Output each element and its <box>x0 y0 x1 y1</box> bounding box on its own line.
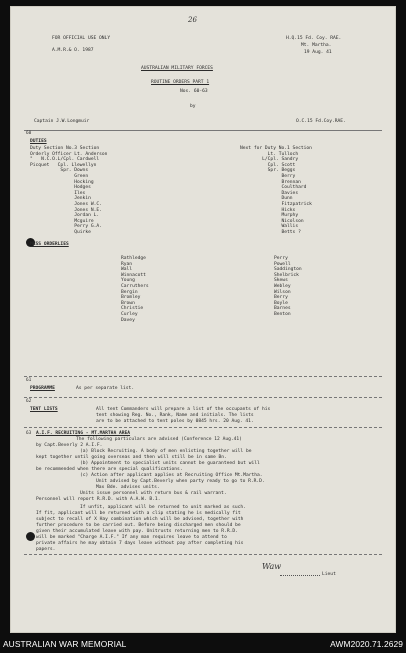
order-number-62: 62 <box>26 399 32 404</box>
archive-footer <box>0 635 406 653</box>
orderly-name: Ryan <box>121 261 133 267</box>
recruiting-heading: A.I.F. RECRUITING - MT.MARTHA AREA <box>36 431 131 436</box>
mess-left-list <box>121 256 149 323</box>
signature: Waw <box>262 562 282 571</box>
divider <box>24 376 382 377</box>
orderly-name: Berry <box>274 295 288 301</box>
duty-entry: Hodges <box>30 185 91 191</box>
orderly-name: Perry <box>274 256 288 261</box>
duty-entry: Quirke <box>30 229 91 235</box>
duties-left-list <box>30 146 107 236</box>
recruiting-line: Max Bde. advises units. <box>96 485 160 490</box>
duty-entry: Cpl. Scott <box>240 162 296 168</box>
by-label: by <box>190 104 196 109</box>
recruiting-line: (c) Action after applicant applies at Recruiting Office Mt.Martha. <box>80 473 263 478</box>
orderly-name: Wall <box>121 267 133 273</box>
orderly-name: Davey <box>121 317 135 323</box>
recruiting-line: private affairs he may obtain 7 days leave without pay after completing his <box>36 541 244 546</box>
recruiting-line: (b) Appointment to specialist units cannot be guaranteed but will <box>80 461 260 466</box>
orderly-name: Skews <box>274 278 288 284</box>
recruiting-line: The following particulars are advised (Conference 12 Aug.41) <box>76 437 242 442</box>
duty-entry: Spr. Downs <box>30 168 89 174</box>
punch-hole-bottom <box>26 532 35 541</box>
recruiting-line: further procedure to be carried out. Before being discharged men should be <box>36 523 241 528</box>
duty-entry: Mcguire <box>30 218 94 224</box>
tent-lists-line: All tent Commanders will prepare a list of the occupants of his <box>96 407 271 412</box>
duty-entry: Jenkin <box>30 196 91 202</box>
duty-entry: Orderly Officer Lt. Anderson <box>30 151 108 157</box>
orderly-name: Powell <box>274 261 291 267</box>
security-marking: FOR OFFICIAL USE ONLY <box>52 36 111 41</box>
duty-entry: Fitzpatrick <box>240 201 312 207</box>
orderly-name: Shelbrick <box>274 272 299 278</box>
recruiting-line: given their accumulated leave with pay. Unitrusts returning men to R.R.D. <box>36 529 238 534</box>
duties-right-list <box>240 146 312 236</box>
orderly-name: Bromley <box>121 295 141 301</box>
tent-lists-heading: TENT LISTS <box>30 407 58 412</box>
orderly-name: Brown <box>121 300 135 306</box>
orderly-name: Wilson <box>274 289 291 295</box>
programme-heading: PROGRAMME <box>30 386 55 391</box>
duty-entry: Jones N.E. <box>30 207 102 213</box>
recruiting-line: by Capt.Beverly 2 A.I.F. <box>36 443 103 448</box>
duty-entry: Duty Section No.3 Section <box>30 146 100 151</box>
duty-entry: Hicks <box>240 207 296 213</box>
duty-entry: Spr. Beggs <box>240 168 296 174</box>
orderly-name: Carruthers <box>121 283 149 289</box>
tent-lists-line: are to be attached to tent poles by 0845 hrs. 20 Aug. 41. <box>96 419 254 424</box>
duty-entry: Perry G.A. <box>30 224 102 230</box>
duty-entry: Picquet Cpl. Llewellyn <box>30 162 97 168</box>
orders-title: ROUTINE ORDERS PART 1 <box>151 80 210 85</box>
order-number-61: 61 <box>26 378 32 383</box>
orderly-name: Rathledge <box>121 256 146 261</box>
duty-entry: Berry <box>240 173 296 179</box>
recruiting-line: Personnel will report R.R.D. with A.A.W. B.1. <box>36 497 161 502</box>
orderly-name: Benton <box>274 311 291 317</box>
recruiting-line: subject to recall of X Hay combination which will be advised, together with <box>36 517 244 522</box>
orderly-name: Saddington <box>274 267 302 273</box>
orderly-name: Christie <box>121 306 144 312</box>
accession-number: AWM2020.71.2629 <box>330 639 403 649</box>
location-heading: Mt. Martha. <box>301 43 332 48</box>
recruiting-line: (a) Block Recruiting. A body of men enlisting together will be <box>80 449 252 454</box>
orderly-name: Webley <box>274 283 291 289</box>
duty-entry: Lt. Tulloch <box>240 151 299 157</box>
recruiting-line: If unfit, applicant will be returned to unit marked as such. <box>80 505 246 510</box>
duties-heading: DUTIES <box>30 139 47 144</box>
tent-lists-line: tent showing Reg. No., Rank, Name and initials. The lists <box>96 413 254 418</box>
document-page <box>10 6 396 633</box>
duty-entry: Dunn <box>240 196 293 202</box>
recruiting-line: be recommended when there are special qualifications. <box>36 467 183 472</box>
orderly-name: Barnes <box>274 306 291 312</box>
duty-entry: Brennan <box>240 179 301 185</box>
divider <box>24 554 382 555</box>
recruiting-line: will be marked "Charge A.I.F." If any man requires leave to attend to <box>36 535 227 540</box>
duty-entry: Hocking <box>30 179 94 185</box>
duty-entry: Green <box>30 173 89 179</box>
order-number-63: 63 <box>26 431 32 436</box>
duty-entry: Iles <box>30 190 86 196</box>
duty-entry: Next for Duty No.1 Section <box>240 146 312 151</box>
divider <box>24 397 382 398</box>
duty-entry: Jordan L. <box>30 213 100 219</box>
signature-rank: Lieut <box>322 572 336 577</box>
orderly-name: Winnacott <box>121 272 146 278</box>
duty-entry: Betts ? <box>240 229 301 235</box>
unit-heading: H.Q.15 Fd. Coy. RAE. <box>286 36 342 41</box>
duty-entry: Jones W.C. <box>30 201 102 207</box>
recruiting-line: Unit advised by Capt.Beverly when party ready to go to R.R.D. <box>96 479 265 484</box>
duty-entry: Davies <box>240 190 299 196</box>
duty-entry: Murphy <box>240 213 299 219</box>
orderly-name: Young <box>121 278 135 284</box>
divider <box>24 427 382 428</box>
duty-entry: Nicolson <box>240 218 304 224</box>
recruiting-line: kept together until going overseas and then will still be in same Bn. <box>36 455 227 460</box>
duty-entry: " N.C.O.L/Cpl. Cardwell <box>30 157 100 163</box>
document-title: AUSTRALIAN MILITARY FORCES <box>141 66 213 71</box>
orderly-name: Boyle <box>274 300 288 306</box>
duty-entry: Wallis <box>240 224 299 230</box>
mess-right-list <box>274 256 302 318</box>
issuing-officer: Captain J.W.Longmuir <box>34 119 90 124</box>
duty-entry: Coulthard <box>240 185 307 191</box>
signature-line <box>280 575 320 576</box>
orderly-name: Curley <box>121 311 138 317</box>
page-number: 26 <box>188 16 197 24</box>
order-number-60: 60 <box>26 131 32 136</box>
orderly-name: Bergin <box>121 289 138 295</box>
reference-number: A.M.R.& O. 1987 <box>52 48 94 53</box>
recruiting-line: papers. <box>36 547 56 552</box>
mess-orderlies-heading: MESS ORDERLIES <box>30 242 69 247</box>
issuing-unit: O.C.15 Fd.Coy.RAE. <box>296 119 346 124</box>
duty-entry: L/Cpl. Sandry <box>240 157 299 163</box>
programme-text: As per separate list. <box>76 386 135 391</box>
orders-numbers: Nos. 60-63 <box>180 89 208 94</box>
recruiting-line: Units issue personnel with return bus & rail warrant. <box>80 491 227 496</box>
recruiting-line: If fit, applicant will be returned with a clip stating he is medically fit <box>36 511 241 516</box>
divider <box>24 130 382 131</box>
date-heading: 19 Aug. 41 <box>304 50 332 55</box>
archive-name: AUSTRALIAN WAR MEMORIAL <box>3 639 127 649</box>
